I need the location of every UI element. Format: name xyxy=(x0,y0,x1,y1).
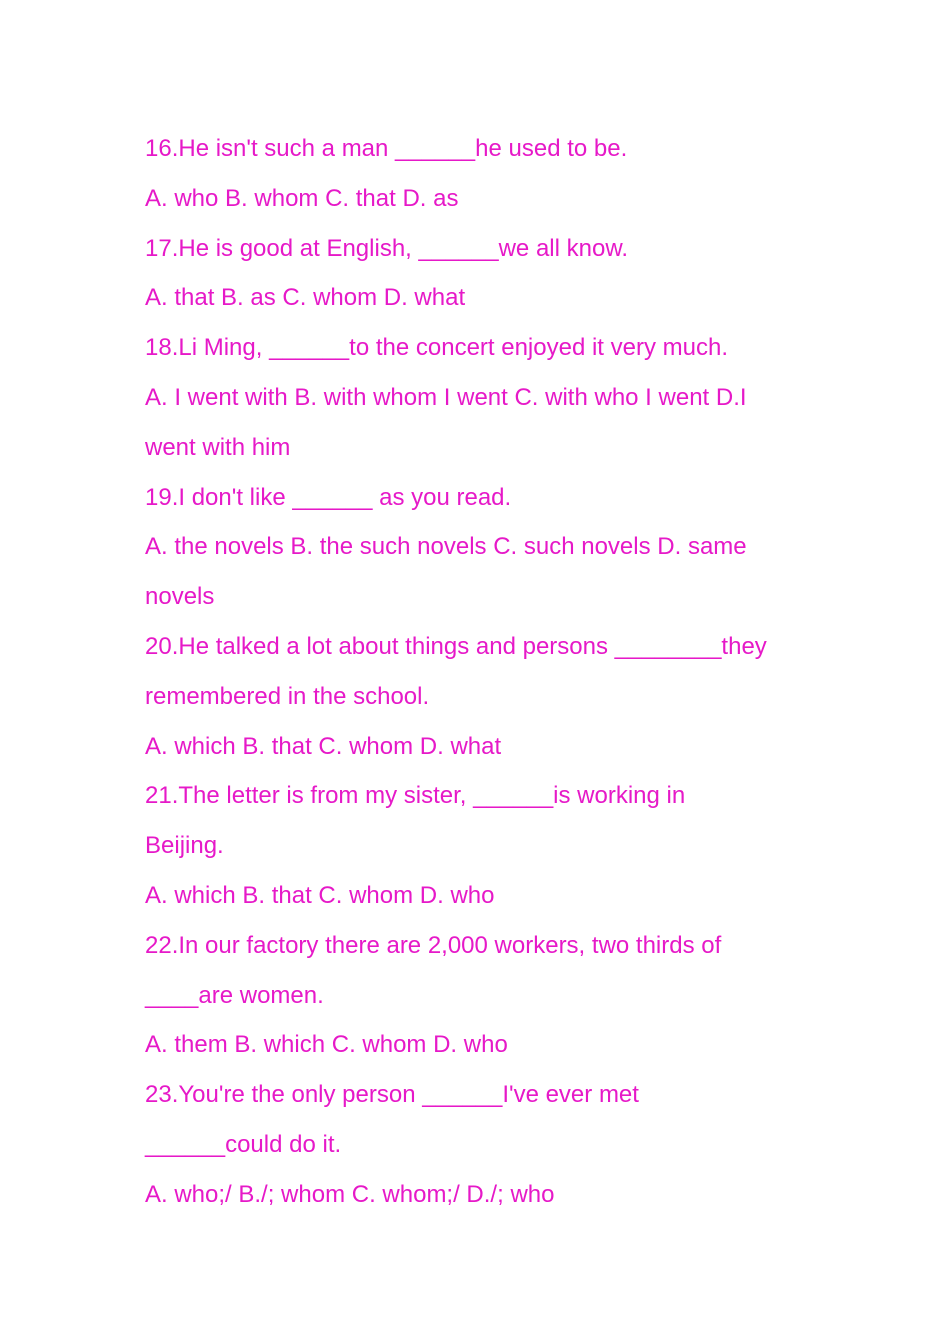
question-20-options: A. which B. that C. whom D. what xyxy=(145,732,502,760)
question-19-options-continued: novels xyxy=(145,583,215,611)
question-23-options: A. who;/ B./; whom C. whom;/ D./; who xyxy=(145,1180,555,1208)
question-19-text: 19.I don't like ______ as you read. xyxy=(145,483,512,511)
question-21-options: A. which B. that C. whom D. who xyxy=(145,881,495,909)
question-21-text-continued: Beijing. xyxy=(145,832,224,860)
question-17-text: 17.He is good at English, ______we all know. xyxy=(145,234,628,262)
question-22-text-continued: ____are women. xyxy=(145,981,324,1009)
question-list xyxy=(145,124,825,1220)
question-17-options: A. that B. as C. whom D. what xyxy=(145,284,466,312)
question-20-text: 20.He talked a lot about things and persons ________they xyxy=(145,632,767,660)
question-22-options: A. them B. which C. whom D. who xyxy=(145,1031,508,1059)
question-21-text: 21.The letter is from my sister, ______is working in xyxy=(145,782,686,810)
question-16-text: 16.He isn't such a man ______he used to be. xyxy=(145,135,628,162)
question-16-options: A. who B. whom C. that D. as xyxy=(145,184,459,212)
question-18-text: 18.Li Ming, ______to the concert enjoyed it very much. xyxy=(145,334,729,362)
question-19-options: A. the novels B. the such novels C. such novels D. same xyxy=(145,533,747,561)
question-20-text-continued: remembered in the school. xyxy=(145,682,430,710)
question-18-options-continued: went with him xyxy=(145,433,291,461)
question-23-text-continued: ______could do it. xyxy=(145,1130,342,1158)
question-22-text: 22.In our factory there are 2,000 workers, two thirds of xyxy=(145,931,722,959)
question-23-text: 23.You're the only person ______I've ever met xyxy=(145,1081,639,1109)
question-18-options: A. I went with B. with whom I went C. with who I went D.I xyxy=(145,383,747,411)
